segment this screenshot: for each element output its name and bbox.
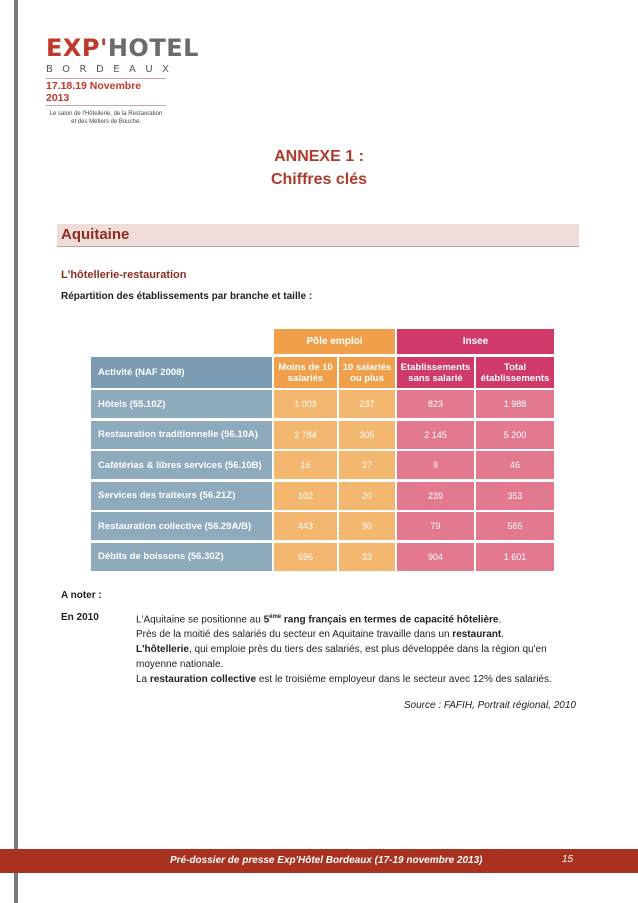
note4-bold: restauration collective	[149, 674, 257, 686]
row-sans-salarie: 904	[397, 543, 474, 571]
logo-tagline-line2: et des Métiers de Bouche.	[71, 119, 141, 125]
row-sans-salarie: 9	[397, 451, 474, 479]
row-sans-salarie: 239	[397, 482, 474, 510]
note1-bold: rang français en termes de capacité hôtelière	[281, 614, 499, 626]
row-10-plus: 305	[339, 421, 395, 449]
section-title: Aquitaine	[61, 226, 130, 243]
row-activity: Hôtels (55.10Z)	[91, 390, 272, 418]
row-activity: Restauration collective (56.29A/B)	[91, 512, 272, 540]
annex-subtitle: Chiffres clés	[270, 171, 368, 188]
header-sans-salarie: Etablissements sans salarié	[397, 357, 474, 388]
table-intro: Répartition des établissements par branche et taille :	[61, 291, 313, 302]
note2-text: Près de la moitié des salariés du secteur en Aquitaine travaille dans un	[136, 629, 453, 641]
logo-tagline	[46, 110, 166, 126]
row-moins-10: 1 003	[274, 390, 337, 418]
row-sans-salarie: 79	[397, 512, 474, 540]
row-total: 565	[476, 512, 554, 540]
logo-dates: 17.18.19 Novembre 2013	[46, 78, 166, 106]
row-total: 5 200	[476, 421, 554, 449]
note1-sup: ème	[269, 614, 282, 620]
row-activity: Restauration traditionnelle (56.10A)	[91, 421, 272, 449]
left-margin-rule	[14, 0, 18, 903]
exphotel-logo	[46, 34, 199, 126]
notes-year: En 2010	[61, 612, 99, 623]
logo-wordmark	[46, 34, 199, 62]
header-total: Total établissements	[476, 357, 554, 388]
page-footer	[0, 849, 638, 873]
note1-end: .	[498, 614, 502, 626]
row-activity: Débits de boissons (56.30Z)	[91, 543, 272, 571]
row-activity: Cafétérias & libres services (56.10B)	[91, 451, 272, 479]
header-pole-emploi: Pôle emploi	[274, 329, 395, 354]
row-10-plus: 237	[339, 390, 395, 418]
row-10-plus: 33	[339, 543, 395, 571]
row-moins-10: 102	[274, 482, 337, 510]
note4-text: est le troisième employeur dans le secteur avec 12% des salariés.	[256, 674, 552, 686]
header-insee: Insee	[397, 329, 554, 354]
note2-end: .	[501, 629, 504, 641]
row-total: 1 601	[476, 543, 554, 571]
logo-city: BORDEAUX	[46, 64, 179, 75]
row-moins-10: 2 784	[274, 421, 337, 449]
row-sans-salarie: 2 145	[397, 421, 474, 449]
annex-title: ANNEXE 1 :	[274, 148, 364, 165]
notes-label: A noter :	[61, 590, 102, 601]
logo-tagline-line1: Le salon de l'Hôtellerie, de la Restauration	[49, 111, 163, 117]
notes-paragraph	[136, 610, 586, 687]
header-activity: Activité (NAF 2008)	[91, 357, 272, 388]
footer-text: Pré-dossier de presse Exp'Hôtel Bordeaux (17-19 novembre 2013)	[170, 855, 483, 866]
logo-brand-exp: EXP'	[46, 34, 108, 62]
note3-bold: L'hôtellerie	[136, 644, 189, 656]
page-number: 15	[562, 854, 574, 865]
row-moins-10: 696	[274, 543, 337, 571]
row-10-plus: 27	[339, 451, 395, 479]
section-band	[57, 224, 579, 247]
note4-start: La	[136, 674, 150, 686]
row-activity: Services des traiteurs (56.21Z)	[91, 482, 272, 510]
source-citation: Source : FAFIH, Portrait régional, 2010	[403, 700, 576, 711]
row-10-plus: 90	[339, 512, 395, 540]
subsection-title: L'hôtellerie-restauration	[61, 269, 187, 281]
note2-bold: restaurant	[452, 629, 502, 641]
row-moins-10: 16	[274, 451, 337, 479]
row-moins-10: 443	[274, 512, 337, 540]
row-sans-salarie: 823	[397, 390, 474, 418]
note3-text: , qui emploie près du tiers des salariés, est plus développée dans la région qu'en moyenne nationale.	[136, 644, 547, 671]
header-moins-10: Moins de 10 salariés	[274, 357, 337, 388]
note1-text: L'Aquitaine se positionne au	[136, 614, 264, 626]
header-10-plus: 10 salariés ou plus	[339, 357, 395, 388]
row-total: 1 988	[476, 390, 554, 418]
note1-rank: 5	[263, 614, 270, 626]
row-total: 353	[476, 482, 554, 510]
row-10-plus: 20	[339, 482, 395, 510]
row-total: 46	[476, 451, 554, 479]
establishments-table	[91, 329, 556, 562]
logo-brand-hotel: HOTEL	[107, 34, 199, 62]
